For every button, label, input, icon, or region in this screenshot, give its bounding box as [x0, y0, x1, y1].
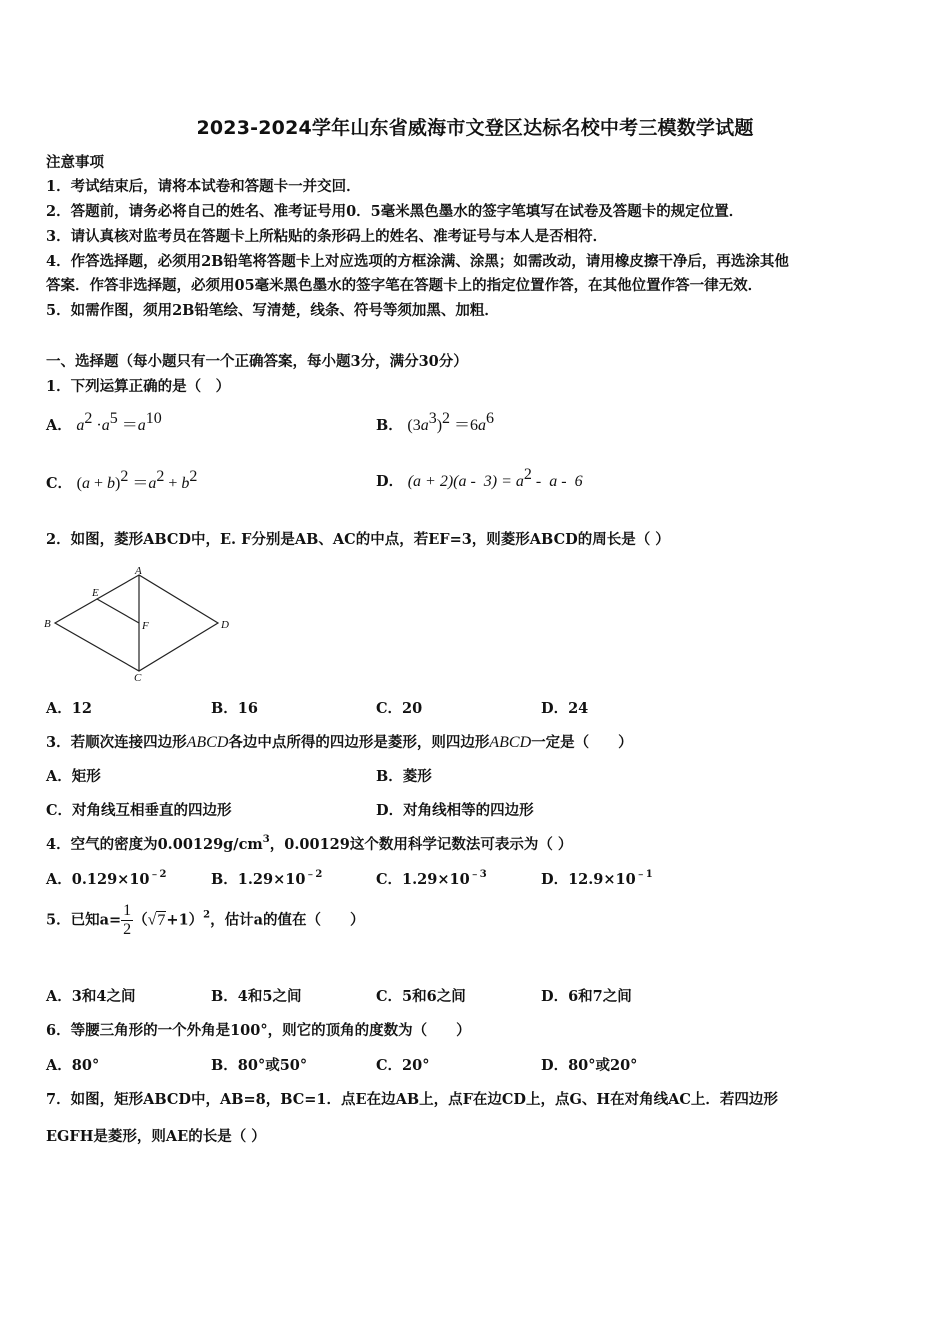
- q3-stem-mid: 各边中点所得的四边形是菱形，则四边形: [228, 734, 490, 751]
- q1-b-exp: 6: [486, 410, 495, 427]
- q1-b-exp: 2: [442, 410, 451, 427]
- q1-a-term: a: [76, 417, 85, 434]
- q2-a-value: 12: [71, 700, 92, 717]
- q1-c-exp: 2: [156, 468, 165, 485]
- label-e: E: [92, 587, 99, 599]
- q3-abcd: ABCD: [489, 734, 532, 751]
- q5-a-label: A．: [46, 988, 72, 1005]
- q3-c-label: C．: [46, 802, 73, 819]
- segment-ef: [97, 599, 139, 623]
- q5-option-a: [46, 985, 135, 1006]
- q1-b-term: a: [420, 417, 429, 434]
- q1-option-a: [46, 412, 162, 435]
- q6-option-c: [376, 1054, 429, 1075]
- q3-b-value: 菱形: [402, 768, 432, 785]
- q4-c-exp: ﹣3: [469, 869, 487, 880]
- label-c: C: [134, 672, 142, 683]
- q1-c-label: C．: [46, 475, 73, 492]
- q1-b-term: a: [478, 417, 487, 434]
- q4-option-c: [376, 868, 487, 889]
- q5-after-sqrt: +1）: [166, 911, 204, 929]
- q5-stem-pre: 5．已知a=: [46, 911, 122, 929]
- q2-rhombus-figure: [40, 565, 240, 683]
- q1-a-exp: 2: [84, 410, 93, 427]
- q2-a-label: A．: [46, 700, 72, 717]
- q1-c-op: (: [76, 475, 82, 492]
- q2-option-a: [46, 697, 92, 718]
- q3-stem: [46, 731, 633, 752]
- q1-c-exp: 2: [120, 468, 129, 485]
- q4-a-label: A．: [46, 871, 72, 888]
- q6-option-a: [46, 1054, 99, 1075]
- q1-c-op: ＝: [128, 475, 149, 492]
- notice-heading: 注意事项: [46, 154, 104, 171]
- q4-option-d: [541, 868, 653, 889]
- q4-a-value: 0.129×10: [71, 871, 150, 888]
- q6-b-label: B．: [211, 1057, 238, 1074]
- q4-stem-pre: 4．空气的密度为0.00129g/cm: [46, 836, 263, 853]
- q5-paren: （: [133, 911, 148, 929]
- q2-d-label: D．: [541, 700, 569, 717]
- q3-d-label: D．: [376, 802, 404, 819]
- q3-option-c: [46, 799, 232, 820]
- q6-a-value: 80°: [71, 1057, 100, 1074]
- q4-stem-post: ，0.00129这个数用科学记数法可表示为（ ）: [269, 836, 573, 853]
- q6-a-label: A．: [46, 1057, 72, 1074]
- q6-d-value: 80°或20°: [568, 1057, 638, 1074]
- q1-b-label: B．: [376, 417, 403, 434]
- label-f: F: [142, 620, 149, 632]
- q7-stem-line2: EGFH是菱形，则AE的长是（ ）: [46, 1128, 266, 1145]
- q3-stem-post: 一定是（ ）: [531, 734, 633, 751]
- q1-c-op: +: [164, 475, 182, 492]
- q5-stem-post: ，估计a的值在（ ）: [210, 911, 365, 929]
- q2-d-value: 24: [568, 700, 589, 717]
- q1-d-exp: 2: [523, 466, 532, 483]
- q3-stem-pre: 3．若顺次连接四边形: [46, 734, 187, 751]
- q5-option-d: [541, 985, 632, 1006]
- q1-d-term: a: [511, 473, 524, 490]
- q1-a-exp: 5: [109, 410, 118, 427]
- q3-option-d: [376, 799, 534, 820]
- q4-d-label: D．: [541, 871, 569, 888]
- q1-a-label: A．: [46, 417, 72, 434]
- q3-b-label: B．: [376, 768, 403, 785]
- q3-a-label: A．: [46, 768, 72, 785]
- q1-a-op: ＝: [117, 417, 138, 434]
- q6-d-label: D．: [541, 1057, 569, 1074]
- label-a: A: [135, 565, 142, 577]
- notice-item-5: 5．如需作图，须用2B铅笔绘、写清楚，线条、符号等须加黑、加粗．: [46, 302, 499, 319]
- q3-c-value: 对角线互相垂直的四边形: [72, 802, 232, 819]
- q1-d-label: D．: [376, 473, 404, 490]
- q4-d-value: 12.9×10: [568, 871, 636, 888]
- q4-option-b: [211, 868, 322, 889]
- q2-c-label: C．: [376, 700, 403, 717]
- notice-item-4-cont: 答案．作答非选择题，必须用05毫米黑色墨水的签字笔在答题卡上的指定位置作答，在其他位置作答一律无效．: [46, 277, 763, 294]
- q1-option-d: [376, 466, 583, 491]
- q4-c-label: C．: [376, 871, 403, 888]
- q6-stem: 6．等腰三角形的一个外角是100°，则它的顶角的度数为（ ）: [46, 1022, 471, 1039]
- q1-option-c: [46, 470, 197, 493]
- q5-sqrt: √7: [147, 911, 166, 929]
- notice-item-3: 3．请认真核对监考员在答题卡上所粘贴的条形码上的姓名、准考证号与本人是否相符．: [46, 228, 608, 245]
- q4-a-exp: ﹣2: [149, 869, 167, 880]
- q6-option-b: [211, 1054, 307, 1075]
- q5-frac-num: 1: [123, 902, 132, 919]
- q1-b-op: ): [436, 417, 443, 434]
- q4-b-value: 1.29×10: [237, 871, 306, 888]
- q5-c-value: 5和6之间: [402, 988, 466, 1005]
- q1-a-op: ·: [92, 417, 102, 434]
- q2-option-d: [541, 697, 588, 718]
- label-b: B: [44, 618, 51, 630]
- notice-item-1: 1．考试结束后，请将本试卷和答题卡一并交回．: [46, 178, 361, 195]
- q1-c-exp: 2: [189, 468, 198, 485]
- q2-option-b: [211, 697, 258, 718]
- q3-option-b: [376, 765, 432, 786]
- q1-c-op: +: [89, 475, 108, 492]
- q4-stem: [46, 833, 572, 854]
- q6-c-label: C．: [376, 1057, 403, 1074]
- rhombus-outline: [55, 575, 218, 671]
- q1-c-term: b: [107, 475, 116, 492]
- q4-c-value: 1.29×10: [402, 871, 470, 888]
- q1-d-term: - a - 6: [531, 473, 583, 490]
- label-d: D: [221, 619, 229, 631]
- q3-d-value: 对角线相等的四边形: [403, 802, 534, 819]
- q1-c-term: a: [148, 475, 157, 492]
- q1-a-term: a: [101, 417, 110, 434]
- q5-fraction: [121, 902, 133, 939]
- q5-option-b: [211, 985, 301, 1006]
- q4-b-label: B．: [211, 871, 238, 888]
- q2-b-label: B．: [211, 700, 238, 717]
- q3-option-a: [46, 765, 101, 786]
- q5-frac-den: 2: [123, 921, 132, 938]
- q4-stem-exp: 3: [262, 834, 270, 845]
- q4-d-exp: ﹣1: [635, 869, 653, 880]
- q3-a-value: 矩形: [71, 768, 101, 785]
- notice-item-2: 2．答题前，请务必将自己的姓名、准考证号用0．5毫米黑色墨水的签字笔填写在试卷及答题卡的规定位置．: [46, 203, 744, 220]
- page-title: 2023-2024学年山东省威海市文登区达标名校中考三模数学试题: [196, 117, 754, 139]
- section-heading: 一、选择题（每小题只有一个正确答案，每小题3分，满分30分）: [46, 353, 468, 370]
- q5-exp: 2: [203, 909, 211, 921]
- q1-b-exp: 3: [428, 410, 437, 427]
- q7-stem-line1: 7．如图，矩形ABCD中，AB=8，BC=1．点E在边AB上，点F在边CD上，点G、H在对角线AC上．若四边形: [46, 1091, 778, 1108]
- q5-b-label: B．: [211, 988, 238, 1005]
- q1-stem: 1．下列运算正确的是（ ）: [46, 378, 231, 395]
- q5-b-value: 4和5之间: [237, 988, 302, 1005]
- q5-d-value: 6和7之间: [568, 988, 632, 1005]
- q2-stem: 2．如图，菱形ABCD中，E. F分别是AB、AC的中点，若EF=3，则菱形ABCD的周长是（ ）: [46, 531, 670, 548]
- q5-option-c: [376, 985, 466, 1006]
- q2-b-value: 16: [237, 700, 258, 717]
- q5-a-value: 3和4之间: [71, 988, 136, 1005]
- q5-radicand: 7: [157, 911, 166, 929]
- q1-a-exp: 10: [145, 410, 162, 427]
- q3-abcd: ABCD: [186, 734, 229, 751]
- q6-c-value: 20°: [402, 1057, 430, 1074]
- notice-item-4: 4．作答选择题，必须用2B铅笔将答题卡上对应选项的方框涂满、涂黑；如需改动，请用橡皮擦干净后，再选涂其他: [46, 253, 789, 270]
- q2-c-value: 20: [402, 700, 423, 717]
- q1-c-op: ): [115, 475, 121, 492]
- q5-stem: [46, 902, 365, 939]
- q1-b-op: ＝6: [450, 417, 479, 434]
- q6-option-d: [541, 1054, 637, 1075]
- q1-b-op: (3: [407, 417, 421, 434]
- q2-option-c: [376, 697, 422, 718]
- q1-a-term: a: [137, 417, 146, 434]
- q4-option-a: [46, 868, 166, 889]
- q5-d-label: D．: [541, 988, 569, 1005]
- q1-c-term: b: [181, 475, 190, 492]
- q1-option-b: [376, 412, 494, 435]
- q1-c-term: a: [81, 475, 90, 492]
- q4-b-exp: ﹣2: [305, 869, 323, 880]
- q6-b-value: 80°或50°: [237, 1057, 308, 1074]
- q1-d-term: (a + 2)(a - 3) =: [407, 473, 512, 490]
- q5-c-label: C．: [376, 988, 403, 1005]
